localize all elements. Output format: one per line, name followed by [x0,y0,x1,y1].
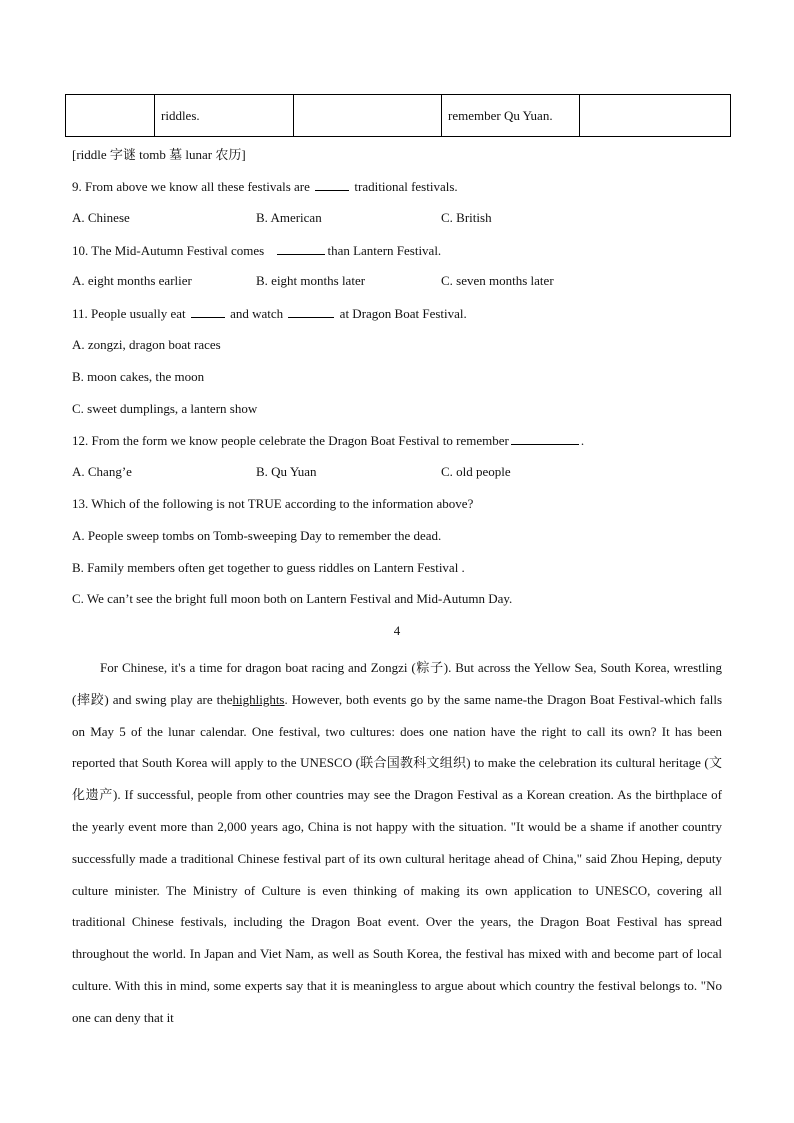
table-cell [66,95,155,137]
option-b: B. moon cakes, the moon [72,369,205,384]
question-10 [72,242,441,259]
question-12 [72,432,584,449]
question-stem: 12. From the form we know people celebrate the Dragon Boat Festival to remember [72,433,509,448]
question-stem: and watch [230,306,284,321]
question-stem: at Dragon Boat Festival. [339,306,467,321]
option-a: A. People sweep tombs on Tomb-sweeping Day to remember the dead. [72,528,442,543]
reading-passage [72,652,722,1034]
underlined-word: highlights [232,691,285,707]
table-cell: remember Qu Yuan. [442,95,580,137]
option-b: B. American [256,210,322,225]
answer-blank [191,305,225,318]
passage-paragraph [72,652,722,1034]
option-b: B. Family members often get together to guess riddles on Lantern Festival . [72,560,465,575]
option-a: A. eight months earlier [72,273,192,288]
question-stem: traditional festivals. [354,179,458,194]
option-a: A. Chinese [72,210,130,225]
question-stem: 11. People usually eat [72,306,186,321]
answer-blank [277,242,325,255]
answer-blank [315,178,349,191]
question-stem: than Lantern Festival. [327,243,442,258]
table-row [66,95,731,137]
option-c: C. sweet dumplings, a lantern show [72,401,258,416]
passage-text: . However, both events go by the same name-the Dragon Boat Festival-which falls on May 5 of the lunar calendar. One festival, two cultures: does one nation have the right to call its own? It has been reported that South Korea will apply to the UNESCO (联合国教科文组织) to make the celebration its cultural heritage (文化遗产). If successful, people from other countries may see the Dragon Festival as a Korean creation. As the birthplace of the yearly event more than 2,000 years ago, China is not happy with the situation. "It would be a shame if another country successfully made a traditional Chinese festival part of its own cultural heritage ahead of China," said Zhou Heping, deputy culture minister. The Ministry of Culture is even thinking of making its own application to UNESCO, covering all traditional Chinese festivals, including the Dragon Boat event. Over the years, the Dragon Boat Festival has spread throughout the world. In Japan and Viet Nam, as well as South Korea, the festival has mixed with and become part of local culture. With this in mind, some experts say that it is meaningless to argue about which country the festival belongs to. "No one can deny that it [72,691,722,1025]
answer-blank [511,432,579,445]
question-stem: 10. The Mid-Autumn Festival comes [72,243,265,258]
table-cell [580,95,731,137]
option-c: C. We can’t see the bright full moon both on Lantern Festival and Mid-Autumn Day. [72,591,513,606]
table-cell: riddles. [155,95,294,137]
option-b: B. eight months later [256,273,366,288]
question-stem: 9. From above we know all these festivals are [72,179,310,194]
option-c: C. British [441,210,492,225]
option-b: B. Qu Yuan [256,464,317,479]
option-a: A. Chang’e [72,464,132,479]
option-c: C. seven months later [441,273,554,288]
option-c: C. old people [441,464,511,479]
passage-text: For Chinese, it's a time for dragon boat racing and Zongzi (粽子). But across the Yellow Sea, South Korea, wrestling (摔跤) and swing play are the [72,660,722,707]
question-stem: . [580,433,585,448]
question-13: 13. Which of the following is not TRUE according to the information above? [72,496,474,511]
answer-blank [288,305,334,318]
glossary: [riddle 字谜 tomb 墓 lunar 农历] [72,147,246,162]
question-9 [72,178,458,195]
option-a: A. zongzi, dragon boat races [72,337,221,352]
table-cell [294,95,442,137]
question-11 [72,305,467,322]
section-number: 4 [393,623,401,638]
festival-table [65,94,731,137]
